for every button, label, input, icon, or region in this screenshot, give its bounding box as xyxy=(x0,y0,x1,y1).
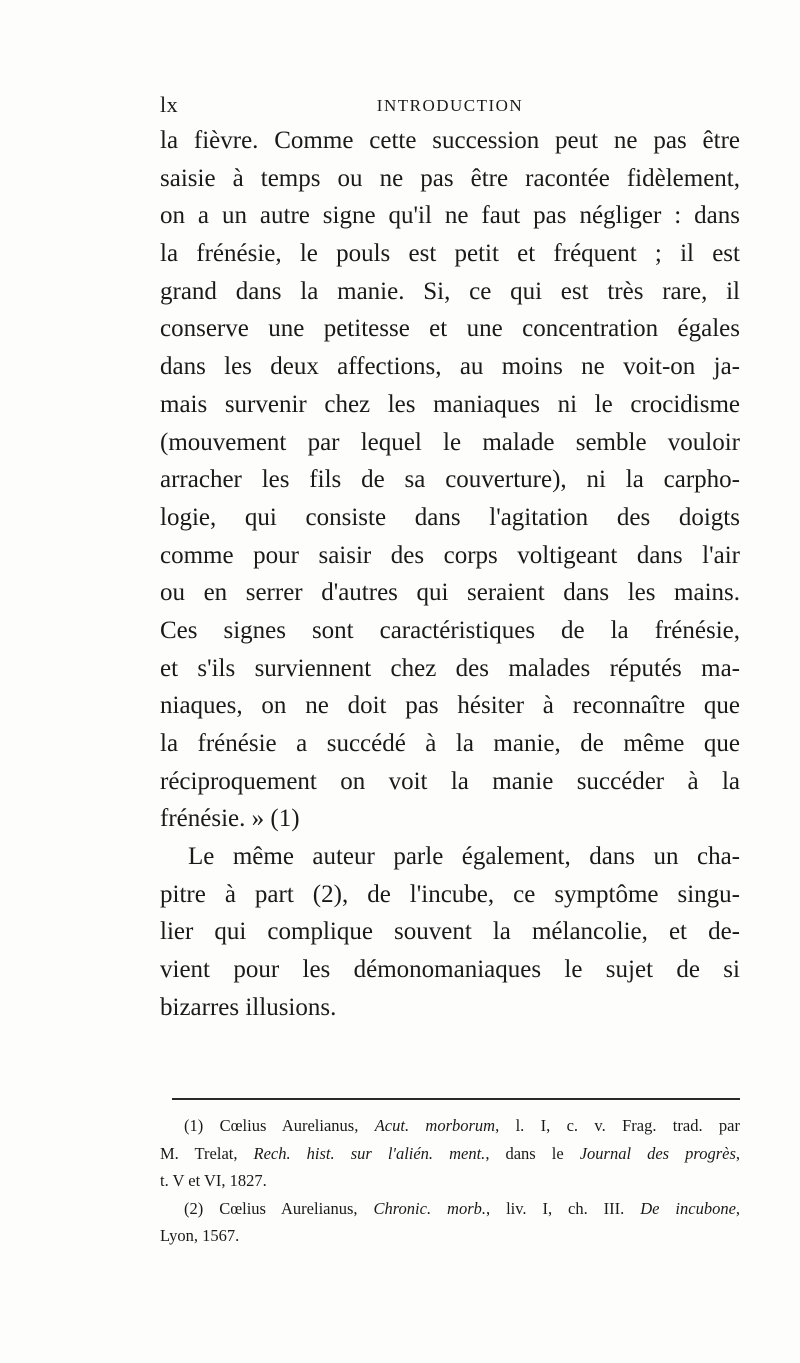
footnote-2-title: Chronic. morb. xyxy=(373,1198,486,1218)
text-line: Le même auteur parle également, dans un cha- xyxy=(188,843,740,871)
text-line: pitre à part (2), de l'incube, ce symptôme singu- xyxy=(160,880,740,908)
footnote-1-in-text: , dans le xyxy=(485,1143,564,1163)
footnote-2 xyxy=(160,1195,740,1223)
footnote-2-ref: , liv. I, ch. III. xyxy=(486,1198,625,1218)
footnote-1-title: Acut. morborum xyxy=(374,1116,496,1135)
text-line: vient pour les démonomaniaques le sujet de si xyxy=(160,956,740,984)
footnote-2-place: Lyon, 1567. xyxy=(160,1226,240,1245)
running-head xyxy=(160,92,740,120)
footnote-1-volumes: t. V et VI, 1827. xyxy=(160,1171,267,1190)
text-line: on a un autre signe qu'il ne faut pas négliger : dans xyxy=(160,202,740,230)
footnote-1-journal: Journal des progrès xyxy=(579,1143,736,1163)
text-line: (mouvement par lequel le malade semble vouloir xyxy=(160,428,740,456)
text-line: réciproquement on voit la manie succéder à la xyxy=(160,767,740,795)
footnote-2-chapter: De incubone xyxy=(640,1198,736,1218)
footnotes xyxy=(160,1112,740,1250)
footnote-2-author: Cœlius Aurelianus, xyxy=(219,1198,358,1218)
text-line: logie, qui consiste dans l'agitation des doigts xyxy=(160,503,740,531)
text-line: et s'ils surviennent chez des malades réputés ma- xyxy=(160,654,740,682)
running-title: INTRODUCTION xyxy=(376,96,524,115)
text-line: niaques, on ne doit pas hésiter à reconnaître que xyxy=(160,692,740,720)
footnote-1-ref: , l. I, c. v. Frag. trad. par xyxy=(495,1116,740,1135)
text-line: comme pour saisir des corps voltigeant dans l'air xyxy=(160,541,740,569)
text-line: ou en serrer d'autres qui seraient dans les mains. xyxy=(160,579,740,607)
footnote-2-tail: , xyxy=(735,1198,740,1218)
text-line: bizarres illusions. xyxy=(160,993,337,1021)
text-line: la fièvre. Comme cette succession peut ne pas être xyxy=(160,127,740,154)
footnote-1-translator: M. Trelat, xyxy=(160,1143,238,1163)
footnote-2-marker: (2) xyxy=(184,1198,204,1218)
text-line: saisie à temps ou ne pas être racontée fidèlement, xyxy=(160,164,740,192)
text-line: dans les deux affections, au moins ne voit-on ja- xyxy=(160,353,740,381)
text-line: la frénésie, le pouls est petit et fréquent ; il est xyxy=(160,240,740,268)
footnote-1-author: Cœlius Aurelianus, xyxy=(219,1116,359,1135)
footnote-1-tail: , xyxy=(735,1143,740,1163)
text-line: lier qui complique souvent la mélancolie, et de- xyxy=(160,918,740,946)
text-line: grand dans la manie. Si, ce qui est très rare, il xyxy=(160,277,740,305)
text-line: conserve une petitesse et une concentration égales xyxy=(160,315,740,343)
text-line: frénésie. » (1) xyxy=(160,805,300,833)
footnote-1-source: Rech. hist. sur l'alién. ment. xyxy=(253,1143,486,1163)
page-number: lx xyxy=(160,92,179,117)
footnote-1 xyxy=(160,1112,740,1140)
body-text xyxy=(160,122,740,1027)
text-line: arracher les fils de sa couverture), ni la carpho- xyxy=(160,466,740,494)
footnote-1-marker: (1) xyxy=(184,1116,204,1135)
text-line: Ces signes sont caractéristiques de la frénésie, xyxy=(160,616,740,644)
footnote-1-continued xyxy=(160,1140,740,1168)
text-line: mais survenir chez les maniaques ni le crocidisme xyxy=(160,390,740,418)
footnote-rule xyxy=(172,1098,740,1100)
text-line: la frénésie a succédé à la manie, de même que xyxy=(160,730,740,757)
